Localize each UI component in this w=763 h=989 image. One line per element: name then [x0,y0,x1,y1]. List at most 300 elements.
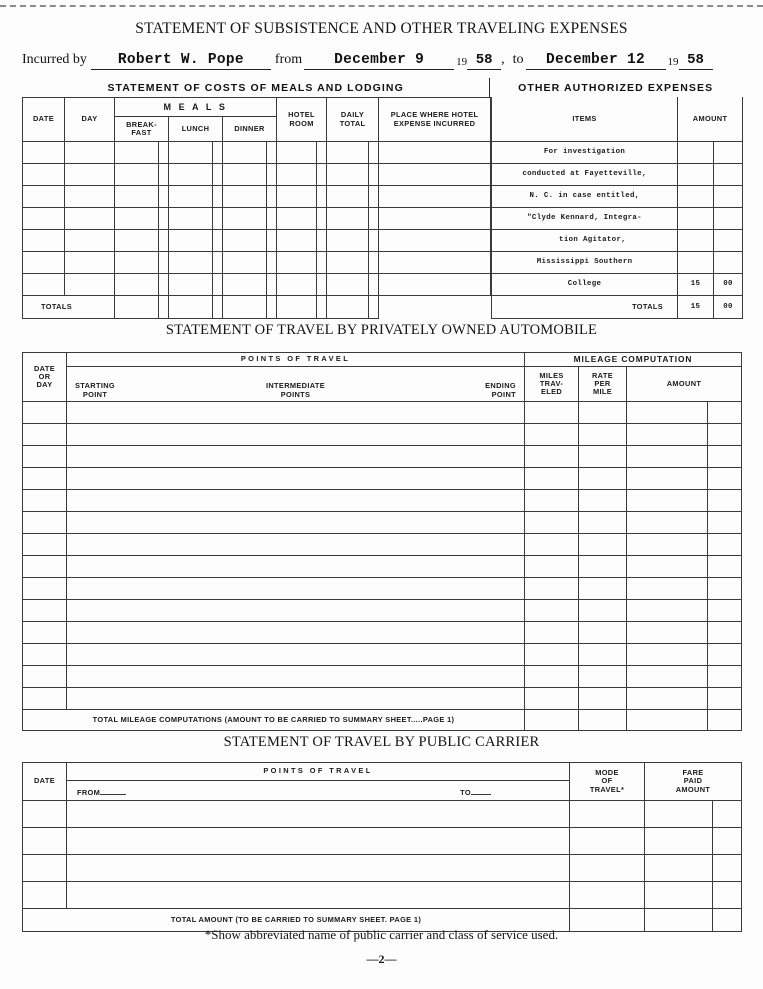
cell-dinner-d[interactable] [223,274,267,296]
col-breakfast: BREAK- FAST [115,117,169,142]
cell-points-of-travel[interactable] [67,666,525,688]
table-row[interactable] [23,644,742,666]
cell-mode[interactable] [570,801,645,828]
cell-lunch-d[interactable] [169,252,213,274]
table-row[interactable] [23,252,491,274]
cell-date[interactable] [23,274,65,296]
cell-breakfast-c[interactable] [159,186,169,208]
cell-dinner-c[interactable] [267,164,277,186]
col-rate-per-mile: RATE PER MILE [579,367,627,402]
cell-lunch-c[interactable] [213,208,223,230]
cell-daily-d[interactable] [327,230,369,252]
cell-breakfast-d[interactable] [115,274,159,296]
cell-miles[interactable] [525,556,579,578]
item-cents[interactable] [714,142,743,164]
cell-date[interactable] [23,252,65,274]
cell-amount-c[interactable] [708,490,742,512]
cell-miles[interactable] [525,578,579,600]
item-text[interactable]: "Clyde Kennard, Integra- [492,208,678,230]
item-dollars[interactable] [678,142,714,164]
cell-amount-d[interactable] [627,556,708,578]
cell-amount-c[interactable] [708,556,742,578]
auto-total-row [23,710,742,731]
to-label: to [512,52,524,67]
cell-date-or-day[interactable] [23,644,67,666]
cell-mode[interactable] [570,882,645,909]
cell-dinner-c[interactable] [267,208,277,230]
cell-rate[interactable] [579,622,627,644]
meals-header-row-top [23,98,491,117]
other-totals-label: TOTALS [492,296,678,319]
cell-hotel-d[interactable] [277,186,317,208]
cell-amount-d[interactable] [627,512,708,534]
item-text[interactable]: College [492,274,678,296]
cell-hotel-c[interactable] [317,142,327,164]
other-expenses-band-title: OTHER AUTHORIZED EXPENSES [489,78,741,97]
table-row[interactable] [492,252,743,274]
cell-daily-c[interactable] [369,186,379,208]
item-cents[interactable] [714,230,743,252]
cell-amount-c[interactable] [708,578,742,600]
cell-fare-c[interactable] [713,855,742,882]
cell-points-of-travel[interactable] [67,622,525,644]
cell-date-or-day[interactable] [23,402,67,424]
item-text[interactable]: N. C. in case entitled, [492,186,678,208]
cell-amount-d[interactable] [627,468,708,490]
cell-points[interactable] [67,801,570,828]
item-cents[interactable] [714,208,743,230]
totals-hotel-d[interactable] [277,296,317,319]
col-date: DATE [23,98,65,142]
cell-amount-d[interactable] [627,666,708,688]
item-dollars[interactable] [678,208,714,230]
cell-date[interactable] [23,208,65,230]
cell-daily-d[interactable] [327,274,369,296]
table-row[interactable] [23,578,742,600]
table-row[interactable] [492,164,743,186]
cell-breakfast-c[interactable] [159,208,169,230]
totals-spacer [379,296,491,319]
table-row[interactable] [492,274,743,296]
cell-amount-d[interactable] [627,578,708,600]
cell-points-of-travel[interactable] [67,534,525,556]
table-row[interactable] [23,274,491,296]
from-year-value[interactable]: 58 [467,52,501,70]
table-row[interactable] [23,468,742,490]
table-row[interactable] [492,142,743,164]
cell-date-or-day[interactable] [23,622,67,644]
cell-miles[interactable] [525,600,579,622]
table-row[interactable] [492,208,743,230]
cell-place[interactable] [379,208,491,230]
cell-amount-c[interactable] [708,688,742,710]
cell-breakfast-c[interactable] [159,274,169,296]
cell-amount-c[interactable] [708,424,742,446]
cell-points-of-travel[interactable] [67,402,525,424]
cell-amount-c[interactable] [708,512,742,534]
item-text[interactable]: Mississippi Southern [492,252,678,274]
cell-miles[interactable] [525,402,579,424]
cell-amount-d[interactable] [627,402,708,424]
cell-points-of-travel[interactable] [67,512,525,534]
cell-lunch-c[interactable] [213,252,223,274]
cell-day[interactable] [65,164,115,186]
cell-mode[interactable] [570,828,645,855]
totals-lunch-d[interactable] [169,296,213,319]
cell-date-or-day[interactable] [23,446,67,468]
cell-amount-d[interactable] [627,688,708,710]
col-date: DATE [23,763,67,801]
item-dollars[interactable] [678,252,714,274]
intermediate-points-label: INTERMEDIATE POINTS [265,381,326,399]
totals-breakfast-c[interactable] [159,296,169,319]
cell-amount-c[interactable] [708,534,742,556]
cell-rate[interactable] [579,578,627,600]
cell-amount-c[interactable] [708,402,742,424]
cell-date[interactable] [23,801,67,828]
cell-points[interactable] [67,882,570,909]
table-row[interactable] [23,424,742,446]
cell-dinner-d[interactable] [223,230,267,252]
table-row[interactable] [23,666,742,688]
cell-place[interactable] [379,274,491,296]
cell-rate[interactable] [579,644,627,666]
cell-rate[interactable] [579,424,627,446]
cell-day[interactable] [65,274,115,296]
meals-totals-row [23,296,491,319]
cell-fare-d[interactable] [645,882,713,909]
cell-daily-d[interactable] [327,252,369,274]
cell-miles[interactable] [525,534,579,556]
table-row[interactable] [23,208,491,230]
col-day: DAY [65,98,115,142]
cell-fare-d[interactable] [645,828,713,855]
cell-hotel-c[interactable] [317,230,327,252]
cell-dinner-c[interactable] [267,186,277,208]
cell-fare-d[interactable] [645,801,713,828]
cell-date-or-day[interactable] [23,468,67,490]
meals-group-label: M E A L S [115,98,277,117]
public-carrier-table [22,762,742,932]
cell-hotel-d[interactable] [277,142,317,164]
header-comma: , [501,52,505,67]
cell-date[interactable] [23,142,65,164]
item-text[interactable]: conducted at Fayetteville, [492,164,678,186]
cell-points[interactable] [67,855,570,882]
table-row[interactable] [23,882,742,909]
starting-point-label: STARTING POINT [75,381,116,399]
cell-miles[interactable] [525,622,579,644]
cell-lunch-c[interactable] [213,274,223,296]
cell-dinner-d[interactable] [223,142,267,164]
item-dollars[interactable]: 15 [678,274,714,296]
col-date-or-day: DATE OR DAY [23,353,67,402]
cell-day[interactable] [65,186,115,208]
table-row[interactable] [492,186,743,208]
cell-points-of-travel[interactable] [67,688,525,710]
cell-date-or-day[interactable] [23,578,67,600]
cell-daily-c[interactable] [369,274,379,296]
auto-total-rate[interactable] [579,710,627,731]
cell-date-or-day[interactable] [23,490,67,512]
cell-date[interactable] [23,186,65,208]
table-row[interactable] [23,446,742,468]
cell-rate[interactable] [579,688,627,710]
table-row[interactable] [23,534,742,556]
cell-miles[interactable] [525,446,579,468]
totals-lunch-c[interactable] [213,296,223,319]
cell-daily-c[interactable] [369,142,379,164]
cell-points-of-travel[interactable] [67,424,525,446]
cell-lunch-c[interactable] [213,142,223,164]
cell-day[interactable] [65,230,115,252]
auto-section-title: STATEMENT OF TRAVEL BY PRIVATELY OWNED AUTOMOBILE [165,322,598,338]
cell-daily-c[interactable] [369,252,379,274]
table-row[interactable] [23,402,742,424]
cell-date-or-day[interactable] [23,424,67,446]
item-dollars[interactable] [678,230,714,252]
cell-date[interactable] [23,882,67,909]
cell-points-of-travel[interactable] [67,644,525,666]
cell-lunch-d[interactable] [169,186,213,208]
cell-hotel-d[interactable] [277,230,317,252]
cell-lunch-d[interactable] [169,230,213,252]
cell-breakfast-c[interactable] [159,230,169,252]
cell-points[interactable] [67,828,570,855]
col-items: ITEMS [492,97,678,142]
cell-breakfast-d[interactable] [115,252,159,274]
cell-amount-c[interactable] [708,644,742,666]
cell-amount-c[interactable] [708,622,742,644]
cell-amount-d[interactable] [627,644,708,666]
to-date-value[interactable]: December 12 [526,52,666,70]
col-fare-paid-amount: FARE PAID AMOUNT [645,763,742,801]
auto-total-amount-c[interactable] [708,710,742,731]
cell-daily-c[interactable] [369,208,379,230]
cell-amount-c[interactable] [708,600,742,622]
cell-points-of-travel[interactable] [67,468,525,490]
table-row[interactable] [23,622,742,644]
item-cents[interactable] [714,164,743,186]
cell-amount-c[interactable] [708,666,742,688]
other-totals-row [492,296,743,319]
totals-dinner-d[interactable] [223,296,267,319]
cell-rate[interactable] [579,468,627,490]
cell-lunch-d[interactable] [169,208,213,230]
cell-fare-c[interactable] [713,828,742,855]
cell-miles[interactable] [525,512,579,534]
item-cents[interactable]: 00 [714,274,743,296]
cell-place[interactable] [379,142,491,164]
col-hotel-room: HOTEL ROOM [277,98,327,142]
auto-total-amount-d[interactable] [627,710,708,731]
cell-date[interactable] [23,230,65,252]
cell-lunch-d[interactable] [169,274,213,296]
cell-dinner-c[interactable] [267,142,277,164]
cell-daily-d[interactable] [327,142,369,164]
cell-date[interactable] [23,855,67,882]
cell-date-or-day[interactable] [23,534,67,556]
to-year-value[interactable]: 58 [679,52,713,70]
cell-place[interactable] [379,164,491,186]
table-row[interactable] [23,512,742,534]
cell-date[interactable] [23,164,65,186]
cell-dinner-c[interactable] [267,274,277,296]
cell-breakfast-d[interactable] [115,230,159,252]
cell-date-or-day[interactable] [23,556,67,578]
cell-day[interactable] [65,208,115,230]
cell-amount-d[interactable] [627,490,708,512]
table-row[interactable] [23,186,491,208]
cell-miles[interactable] [525,490,579,512]
meals-and-other-expenses-section [22,78,741,319]
cell-miles[interactable] [525,666,579,688]
cell-breakfast-c[interactable] [159,164,169,186]
cell-amount-d[interactable] [627,534,708,556]
cell-hotel-d[interactable] [277,164,317,186]
cell-date-or-day[interactable] [23,666,67,688]
cell-day[interactable] [65,142,115,164]
cell-amount-d[interactable] [627,622,708,644]
cell-dinner-d[interactable] [223,186,267,208]
table-row[interactable] [23,142,491,164]
cell-place[interactable] [379,230,491,252]
cell-miles[interactable] [525,644,579,666]
cell-breakfast-d[interactable] [115,164,159,186]
cell-day[interactable] [65,252,115,274]
cell-amount-c[interactable] [708,446,742,468]
cell-lunch-c[interactable] [213,164,223,186]
totals-daily-c[interactable] [369,296,379,319]
cell-fare-d[interactable] [645,855,713,882]
cell-hotel-c[interactable] [317,208,327,230]
cell-amount-d[interactable] [627,600,708,622]
cell-miles[interactable] [525,468,579,490]
cell-hotel-c[interactable] [317,164,327,186]
cell-rate[interactable] [579,490,627,512]
cell-points-of-travel[interactable] [67,446,525,468]
cell-dinner-d[interactable] [223,252,267,274]
from-year-prefix: 19 [456,56,468,68]
cell-hotel-d[interactable] [277,274,317,296]
cell-daily-d[interactable] [327,164,369,186]
page-number: —2— [366,952,397,966]
cell-hotel-d[interactable] [277,252,317,274]
cell-breakfast-c[interactable] [159,252,169,274]
table-row[interactable] [23,828,742,855]
cell-amount-c[interactable] [708,468,742,490]
cell-fare-c[interactable] [713,882,742,909]
table-row[interactable] [23,855,742,882]
ending-point-label: ENDING POINT [485,381,516,399]
item-dollars[interactable] [678,164,714,186]
item-dollars[interactable] [678,186,714,208]
cell-lunch-c[interactable] [213,186,223,208]
cell-hotel-c[interactable] [317,274,327,296]
cell-hotel-c[interactable] [317,252,327,274]
cell-amount-d[interactable] [627,446,708,468]
cell-lunch-c[interactable] [213,230,223,252]
other-header-row [492,97,743,142]
table-row[interactable] [23,556,742,578]
table-row[interactable] [23,230,491,252]
from-date-value[interactable]: December 9 [304,52,454,70]
totals-dinner-c[interactable] [267,296,277,319]
cell-date-or-day[interactable] [23,512,67,534]
totals-daily-d[interactable] [327,296,369,319]
cell-points-of-travel[interactable] [67,556,525,578]
item-cents[interactable] [714,186,743,208]
cell-date[interactable] [23,828,67,855]
to-label: TO [460,789,491,797]
cell-rate[interactable] [579,666,627,688]
cell-breakfast-d[interactable] [115,142,159,164]
cell-rate[interactable] [579,556,627,578]
cell-rate[interactable] [579,534,627,556]
cell-hotel-c[interactable] [317,186,327,208]
cell-rate[interactable] [579,512,627,534]
cell-dinner-d[interactable] [223,208,267,230]
cell-hotel-d[interactable] [277,208,317,230]
cell-daily-c[interactable] [369,230,379,252]
cell-breakfast-d[interactable] [115,186,159,208]
cell-breakfast-d[interactable] [115,208,159,230]
cell-dinner-d[interactable] [223,164,267,186]
table-row[interactable] [492,230,743,252]
cell-points-of-travel[interactable] [67,490,525,512]
other-total-dollars: 15 [678,296,714,319]
col-amount: AMOUNT [678,97,743,142]
cell-place[interactable] [379,252,491,274]
cell-rate[interactable] [579,446,627,468]
cell-amount-d[interactable] [627,424,708,446]
auto-total-miles[interactable] [525,710,579,731]
cell-dinner-c[interactable] [267,252,277,274]
item-text[interactable]: For investigation [492,142,678,164]
cell-rate[interactable] [579,600,627,622]
table-row[interactable] [23,688,742,710]
cell-fare-c[interactable] [713,801,742,828]
totals-hotel-c[interactable] [317,296,327,319]
cell-miles[interactable] [525,424,579,446]
cell-miles[interactable] [525,688,579,710]
table-row[interactable] [23,164,491,186]
cell-breakfast-c[interactable] [159,142,169,164]
incurred-by-label: Incurred by [22,52,87,67]
cell-daily-c[interactable] [369,164,379,186]
cell-daily-d[interactable] [327,186,369,208]
table-row[interactable] [23,490,742,512]
cell-place[interactable] [379,186,491,208]
cell-daily-d[interactable] [327,208,369,230]
incurred-by-value[interactable]: Robert W. Pope [91,52,271,70]
cell-rate[interactable] [579,402,627,424]
totals-breakfast-d[interactable] [115,296,159,319]
cell-mode[interactable] [570,855,645,882]
cell-date-or-day[interactable] [23,688,67,710]
item-text[interactable]: tion Agitator, [492,230,678,252]
table-row[interactable] [23,801,742,828]
table-row[interactable] [23,600,742,622]
cell-date-or-day[interactable] [23,600,67,622]
cell-points-of-travel[interactable] [67,578,525,600]
cell-points-of-travel[interactable] [67,600,525,622]
cell-lunch-d[interactable] [169,142,213,164]
item-cents[interactable] [714,252,743,274]
cell-dinner-c[interactable] [267,230,277,252]
cell-lunch-d[interactable] [169,164,213,186]
incurred-by-line [22,44,741,70]
